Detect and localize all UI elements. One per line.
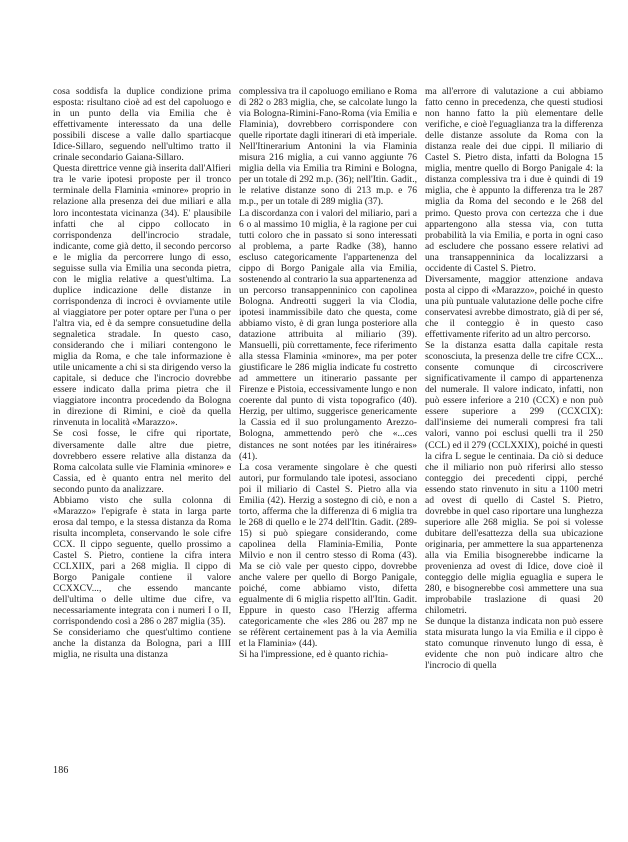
text-column-left <box>53 86 231 660</box>
paragraph: complessiva tra il capoluogo emiliano e Roma di 282 o 283 miglia, che, se calcolate lungo la via Bologna-Rimini-Fano-Roma (via Emilia e Flaminia), dovrebbero corrispondere con quelle riportate dagli itinerari di età imperiale. Nell'Itinerarium Antonini la via Flaminia misura 216 miglia, a cui vanno aggiunte 76 miglia della via Emilia tra Rimini e Bologna, per un totale di 292 m.p. (36); nell'Itin. Gadit., le relative distanze sono di 213 m.p. e 76 m.p., per un totale di 289 miglia (37). <box>239 86 417 208</box>
paragraph: Diversamente, maggior attenzione andava posta al cippo di «Marazzo», poiché in questo una più puntuale valutazione delle poche cifre conservatesi avrebbe dimostrato, già di per sé, che il conteggio è in questo caso effettivamente riferito ad un altro percorso. <box>425 273 603 341</box>
paragraph: Abbiamo visto che sulla colonna di «Marazzo» l'epigrafe è stata in larga parte erosa dal tempo, e la stessa distanza da Roma risulta incompleta, conservando le sole cifre CCX. Il cippo seguente, quello prossimo a Castel S. Pietro, contiene la cifra intera CCLXIIX, pari a 268 miglia. Il cippo di Borgo Panigale contiene il valore CCXXCV..., che essendo mancante dell'ultima o delle ultime due cifre, va necessariamente integrata con i numeri I o II, corrispondendo così a 286 o 287 miglia (35). <box>53 494 231 628</box>
paragraph: Se così fosse, le cifre qui riportate, diversamente dalle altre due pietre, dovrebbero essere relative alla distanza da Roma calcolata sulle vie Flaminia «minore» e Cassia, ed è quanto entra nel merito del secondo punto da analizzare. <box>53 428 231 495</box>
paragraph: La cosa veramente singolare è che questi autori, pur formulando tale ipotesi, associano poi il miliario di Castel S. Pietro alla via Emilia (42). Herzig a sostegno di ciò, e non a torto, afferma che la differenza di 6 miglia tra le 268 di quello e le 274 dell'Itin. Gadit. (289-15) si può spiegare considerando, come capolinea della Flaminia-Emilia, Ponte Milvio e non il centro stesso di Roma (43). Ma se ciò vale per questo cippo, dovrebbe anche valere per quello di Borgo Panigale, poiché, come abbiamo visto, difetta egualmente di 6 miglia rispetto all'Itin. Gadit. Eppure in questo caso l'Herzig afferma categoricamente che «les 286 ou 287 mp ne se réfèrent certainement pas à la via Aemilia et la Flaminia» (44). <box>239 461 417 650</box>
paragraph: cosa soddisfa la duplice condizione prima esposta: risultano cioè ad est del capoluogo e in un punto della via Emilia che è effettivamente interessato da una delle possibili discese a valle dallo spartiacque Idice-Sillaro, seguendo nell'ultimo tratto il crinale secondario Gaiana-Sillaro. <box>53 86 231 164</box>
text-column-right <box>425 86 603 671</box>
paragraph: Se dunque la distanza indicata non può essere stata misurata lungo la via Emilia e il cippo è stato comunque rinvenuto lungo di essa, è evidente che non può indicare altro che l'incrocio di quella <box>425 616 603 672</box>
text-column-middle <box>239 86 417 660</box>
paragraph: Questa direttrice venne già inserita dall'Alfieri tra le varie ipotesi proposte per il tronco terminale della Flaminia «minore» proprio in relazione alla presenza dei due miliari e alla loro incontestata vicinanza (34). E' plausibile infatti che al cippo collocato in corrispondenza dell'incrocio stradale, indicante, come già detto, il secondo percorso e le miglia da percorrere lungo di esso, seguisse sulla via Emilia una seconda pietra, con le miglia relative a quest'ultima. La duplice indicazione delle distanze in corrispondenza di incroci è ovviamente utile al viaggiatore per poter optare per l'una o per l'altra via, ed è da sempre consuetudine della segnaletica stradale. In questo caso, considerando che i miliari contengono le miglia da Roma, e che tale informazione è utile unicamente a chi si sta dirigendo verso la capitale, si deduce che l'incrocio dovrebbe essere indicato dalla prima pietra che il viaggiatore incontra procedendo da Bologna in direzione di Rimini, e cioè da quella rinvenuta in località «Marazzo». <box>53 163 231 429</box>
page-number: 186 <box>53 765 69 776</box>
paragraph: La discordanza con i valori del miliario, pari a 6 o al massimo 10 miglia, è la ragione per cui tutti coloro che in passato si sono interessati al problema, a parte Radke (38), hanno escluso categoricamente l'appartenenza del cippo di Borgo Panigale alla via Emilia, sostenendo al contrario la sua appartenenza ad un percorso transappenninico con capolinea Bologna. Andreotti suggerì la via Clodia, ipotesi inammissibile dato che questa, come abbiamo visto, è di gran lunga posteriore alla datazione attribuita al miliario (39). Mansuelli, più correttamente, fece riferimento alla stessa Flaminia «minore», ma per poter giustificare le 286 miglia indicate fu costretto ad ammettere un itinerario passante per Firenze e Pistoia, eccessivamente lungo e non coerente dal punto di vista topografico (40). Herzig, per ultimo, suggerisce genericamente la Cassia ed il suo prolungamento Arezzo-Bologna, ammettendo però che «...ces distances ne sont notées par les itinéraires» (41). <box>239 207 417 462</box>
paragraph: Si ha l'impressione, ed è quanto richia- <box>239 649 389 661</box>
paragraph: Se la distanza esatta dalla capitale resta sconosciuta, la presenza delle tre cifre CCX... consente comunque di circoscrivere significativamente il campo di appartenenza del numerale. Il valore indicato, infatti, non può essere inferiore a 210 (CCX) e non può essere superiore a 299 (CCXCIX): dall'insieme dei numerali compresi fra tali valori, vanno poi esclusi quelli tra il 250 (CCL) ed il 279 (CCLXXIX), poiché in questi la cifra L segue le centinaia. Da ciò si deduce che il miliario non può riferirsi allo stesso conteggio dei precedenti cippi, perché essendo stato rinvenuto in situ a 1100 metri ad ovest di quello di Castel S. Pietro, dovrebbe in quel caso riportare una lunghezza superiore alle 268 miglia. Se poi si volesse dubitare dell'esattezza della sua ubicazione originaria, per ammettere la sua appartenenza alla via Emilia bisognerebbe indicarne la provenienza ad ovest di Idice, dove cioè il conteggio delle miglia eguaglia e supera le 280, e bisognerebbe così ammettere una sua improbabile traslazione di quasi 20 chilometri. <box>425 340 603 617</box>
paragraph: Se consideriamo che quest'ultimo contiene anche la distanza da Bologna, pari a IIII miglia, ne risulta una distanza <box>53 627 231 661</box>
paragraph: ma all'errore di valutazione a cui abbiamo fatto cenno in precedenza, che questi studiosi non hanno fatto la più elementare delle verifiche, e cioè l'eguaglianza tra la differenza delle distanze assolute da Roma con la distanza reale dei due cippi. Il miliario di Castel S. Pietro dista, infatti da Bologna 15 miglia, mentre quello di Borgo Panigale 4: la distanza complessiva tra i due è quindi di 19 miglia, che è appunto la differenza tra le 287 miglia da Roma del secondo e le 268 del primo. Questo prova con certezza che i due appartengono alla stessa via, con tutta probabilità la via Emilia, e porta in ogni caso ad escludere che possano essere relativi ad una transappenninica da localizzarsi a occidente di Castel S. Pietro. <box>425 86 603 274</box>
